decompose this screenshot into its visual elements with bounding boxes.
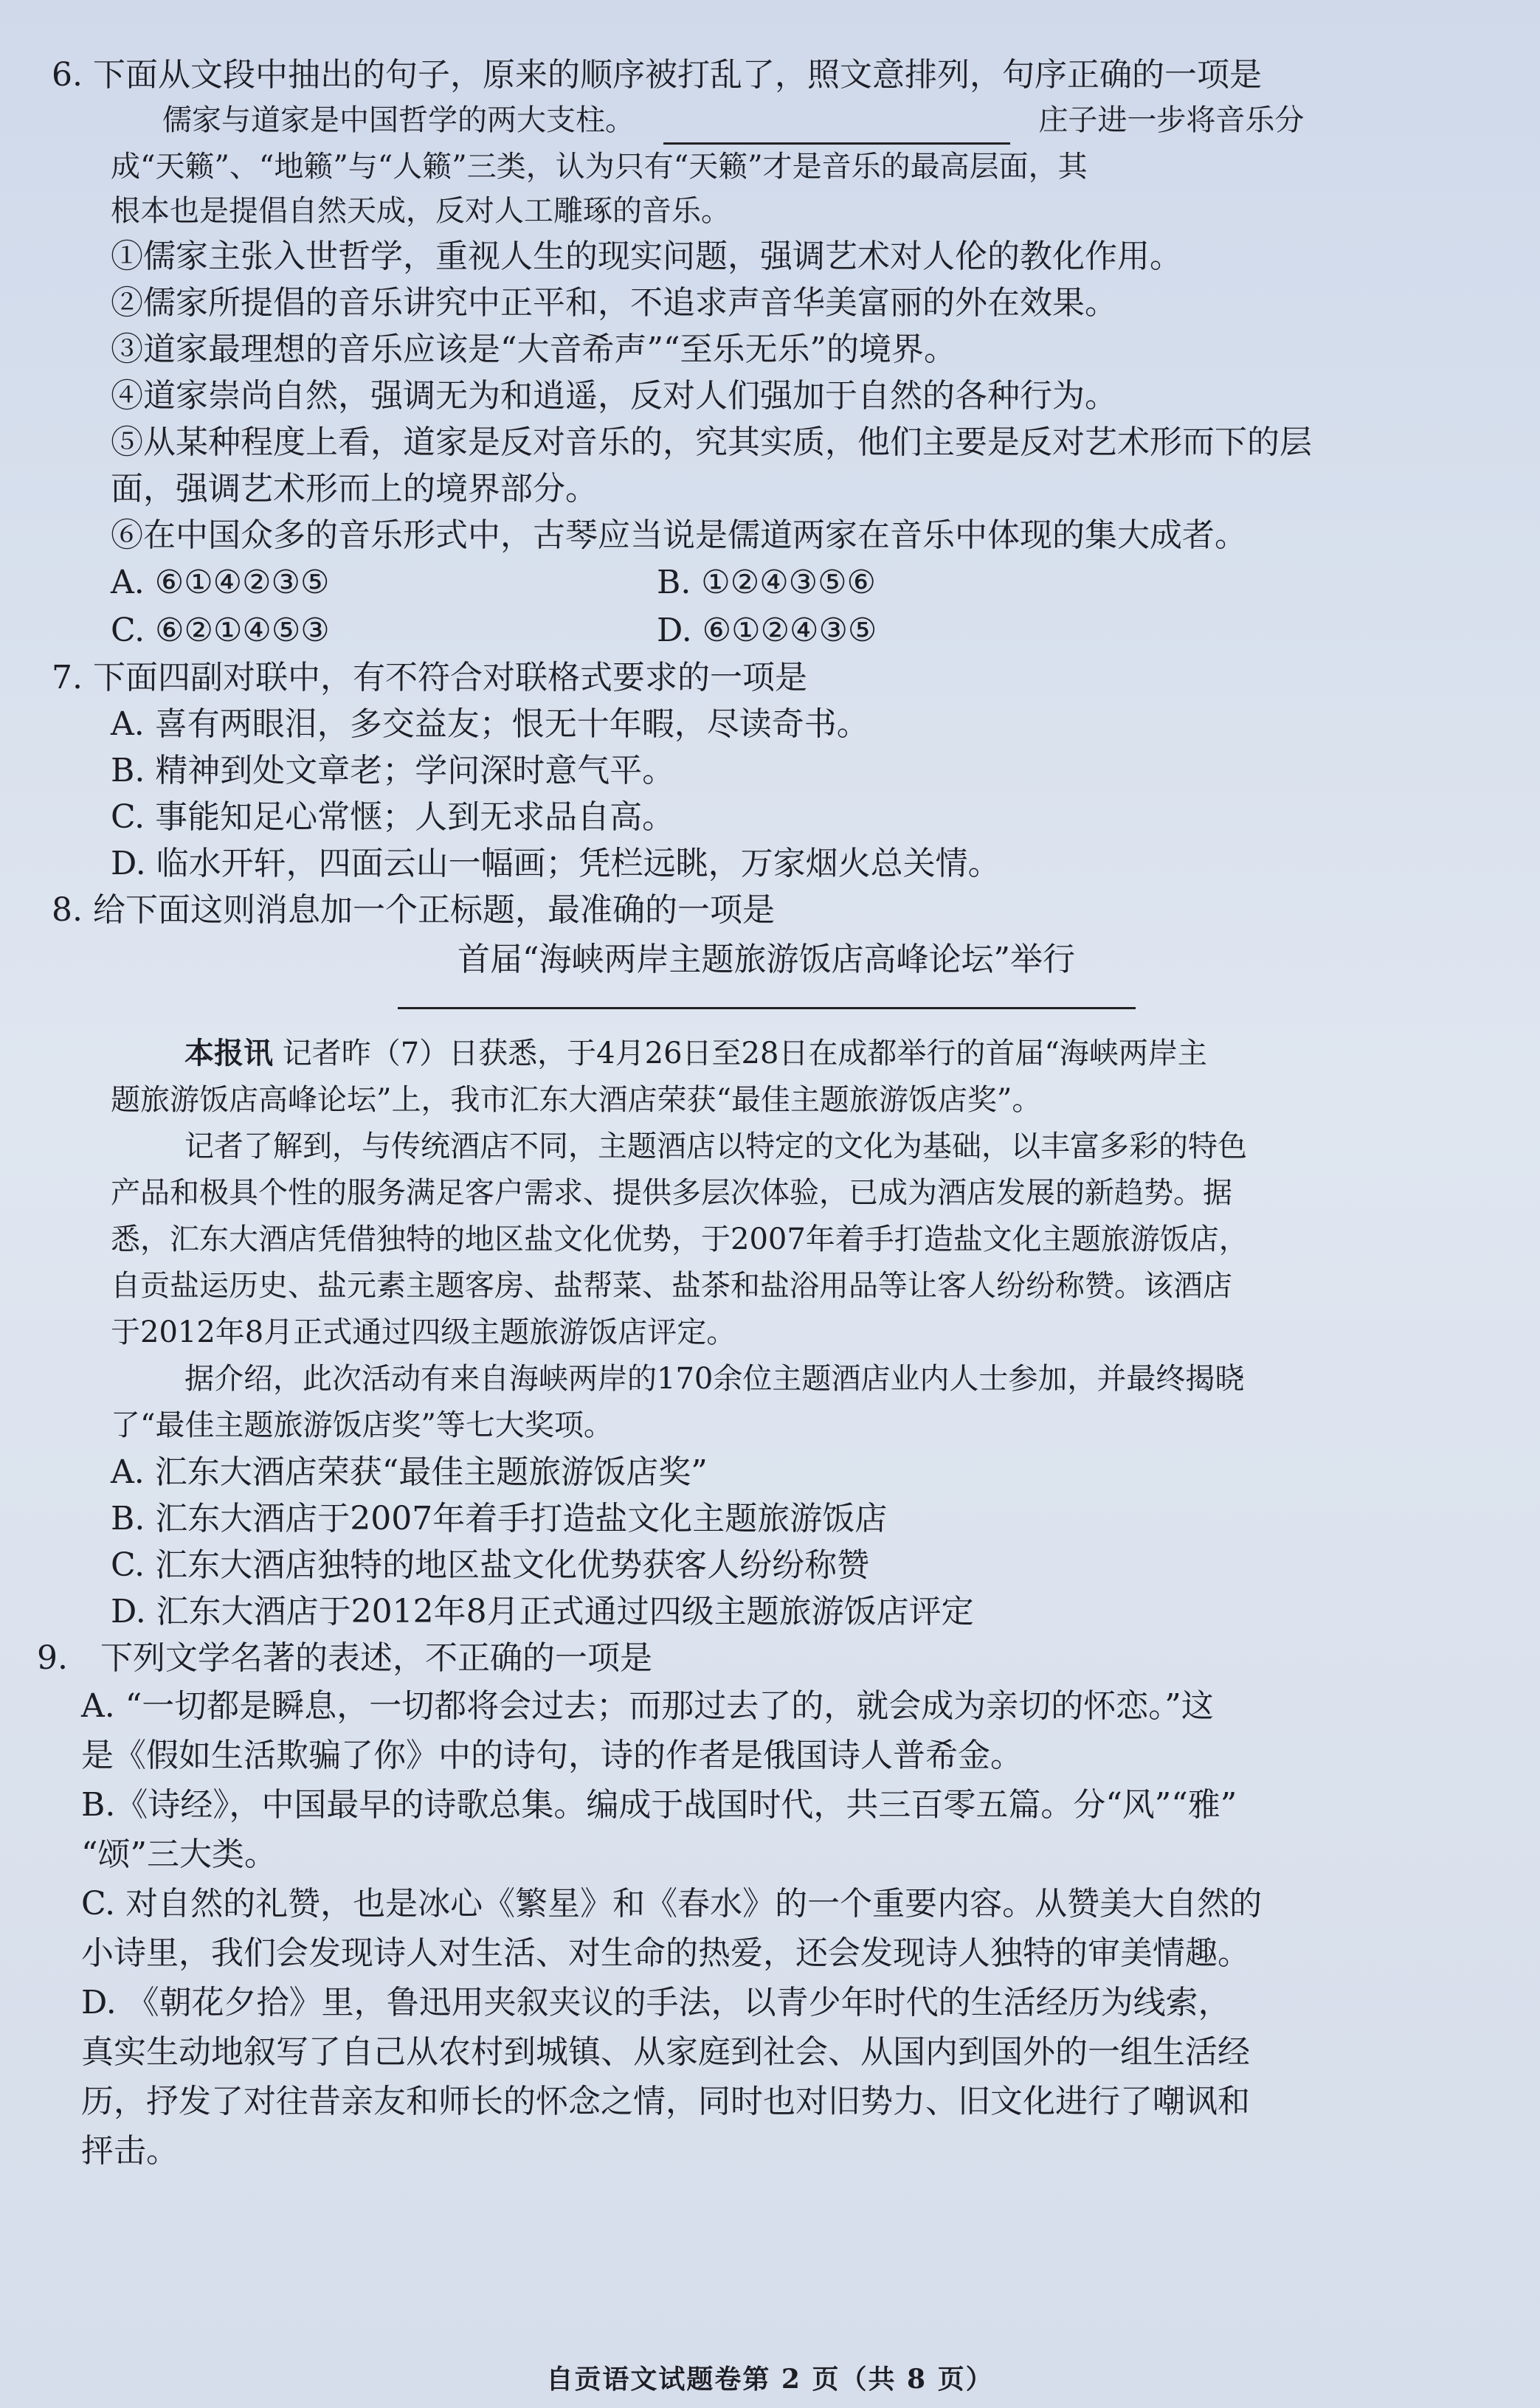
q6-sentence-5b: 面，强调艺术形而上的境界部分。: [111, 470, 598, 508]
q6-sentence-3: ③道家最理想的音乐应该是“大音希声”“至乐无乐”的境界。: [111, 331, 956, 368]
q8-p3b: 了“最佳主题旅游饭店奖”等七大奖项。: [111, 1408, 613, 1442]
q6-option-d: D. ⑥①②④③⑤: [657, 612, 877, 649]
q6-options-row-1: [52, 558, 1481, 606]
question-7: [52, 654, 1481, 887]
q8-title-blank: [398, 993, 1136, 1009]
q6-answer-blank: [663, 98, 1010, 145]
q6-sentence-1: ①儒家主张入世哲学，重视人生的现实问题，强调艺术对人伦的教化作用。: [111, 238, 1182, 275]
q7-stem: 7. 下面四副对联中，有不符合对联格式要求的一项是: [52, 659, 807, 696]
q6-sentence-6: ⑥在中国众多的音乐形式中，古琴应当说是儒道两家在音乐中体现的集大成者。: [111, 516, 1247, 554]
q7-option-c: C. 事能知足心常惬；人到无求品自高。: [111, 798, 675, 836]
q8-stem: 8. 给下面这则消息加一个正标题，最准确的一项是: [52, 891, 775, 929]
q9-option-b-1: B.《诗经》，中国最早的诗歌总集。编成于战国时代，共三百零五篇。分“风”“雅”: [81, 1786, 1237, 1824]
question-8: [52, 887, 1481, 1635]
q6-option-c: C. ⑥②①④⑤③: [111, 612, 330, 649]
q8-option-c: C. 汇东大酒店独特的地区盐文化优势获客人纷纷称赞: [111, 1546, 870, 1584]
q8-title-line-wrap: [52, 993, 1481, 1030]
page-footer: 自贡语文试题卷第 2 页（共 8 页）: [546, 2364, 994, 2395]
q8-lead-tag: 本报讯: [184, 1036, 273, 1070]
q6-option-b: B. ①②④③⑤⑥: [657, 564, 876, 601]
q8-option-d: D. 汇东大酒店于2012年8月正式通过四级主题旅游饭店评定: [111, 1593, 974, 1630]
q9-option-a-1: A. “一切都是瞬息，一切都将会过去；而那过去了的，就会成为亲切的怀恋。”这: [81, 1687, 1214, 1725]
q8-p3a: 据介绍，此次活动有来自海峡两岸的170余位主题酒店业内人士参加，并最终揭晓: [184, 1362, 1245, 1396]
q8-p1b: 题旅游饭店高峰论坛”上，我市汇东大酒店荣获“最佳主题旅游饭店奖”。: [111, 1083, 1042, 1117]
q9-option-c-2: 小诗里，我们会发现诗人对生活、对生命的热爱，还会发现诗人独特的审美情趣。: [81, 1934, 1250, 1972]
q8-p2e: 于2012年8月正式通过四级主题旅游饭店评定。: [111, 1315, 736, 1349]
q9-options: [37, 1681, 1481, 2176]
q9-option-b-2: “颂”三大类。: [81, 1836, 277, 1873]
q6-passage-1: 儒家与道家是中国哲学的两大支柱。: [162, 103, 635, 137]
question-9: [37, 1635, 1481, 2176]
q8-p1a: 记者昨（7）日获悉，于4月26日至28日在成都举行的首届“海峡两岸主: [282, 1037, 1207, 1070]
q9-option-d-1: D. 《朝花夕拾》里，鲁迅用夹叙夹议的手法，以青少年时代的生活经历为线索，: [81, 1984, 1231, 2021]
q9-option-d-4: 抨击。: [81, 2132, 179, 2170]
q6-sentence-2: ②儒家所提倡的音乐讲究中正平和，不追求声音华美富丽的外在效果。: [111, 284, 1117, 322]
q9-option-a-2: 是《假如生活欺骗了你》中的诗句，诗的作者是俄国诗人普希金。: [81, 1737, 1023, 1774]
q6-options-row-2: [52, 606, 1481, 654]
q6-passage-3: 成“天籁”、“地籁”与“人籁”三类，认为只有“天籁”才是音乐的最高层面，其: [111, 150, 1088, 184]
q8-option-b: B. 汇东大酒店于2007年着手打造盐文化主题旅游饭店: [111, 1500, 888, 1537]
q8-paragraph-1: [111, 1030, 1451, 1077]
q9-option-d-2: 真实生动地叙写了自己从农村到城镇、从家庭到社会、从国内到国外的一组生活经: [81, 2033, 1250, 2071]
q7-option-a: A. 喜有两眼泪，多交益友；恨无十年暇，尽读奇书。: [111, 705, 869, 743]
q8-subtitle: 首届“海峡两岸主题旅游饭店高峰论坛”举行: [457, 941, 1075, 978]
q6-passage-2: 庄子进一步将音乐分: [1038, 103, 1305, 137]
q6-sentence-5a: ⑤从某种程度上看，道家是反对音乐的，究其实质，他们主要是反对艺术形而下的层: [111, 423, 1312, 461]
q8-news-article: [52, 1030, 1481, 1449]
q6-passage-line-1: [52, 98, 1481, 145]
q9-stem: 9. 下列文学名著的表述，不正确的一项是: [37, 1639, 652, 1677]
q8-p2a: 记者了解到，与传统酒店不同，主题酒店以特定的文化为基础，以丰富多彩的特色: [184, 1129, 1247, 1163]
q7-option-b: B. 精神到处文章老；学问深时意气平。: [111, 752, 675, 789]
q8-option-a: A. 汇东大酒店荣获“最佳主题旅游饭店奖”: [111, 1453, 708, 1491]
question-6: [52, 52, 1481, 654]
q8-p2c: 悉，汇东大酒店凭借独特的地区盐文化优势，于2007年着手打造盐文化主题旅游饭店，: [111, 1222, 1249, 1256]
q6-passage-4: 根本也是提倡自然天成，反对人工雕琢的音乐。: [111, 194, 731, 228]
q6-option-a: A. ⑥①④②③⑤: [111, 564, 330, 601]
q7-option-d: D. 临水开轩，四面云山一幅画；凭栏远眺，万家烟火总关情。: [111, 845, 1001, 882]
q8-p2d: 自贡盐运历史、盐元素主题客房、盐帮菜、盐茶和盐浴用品等让客人纷纷称赞。该酒店: [111, 1269, 1232, 1303]
q6-stem: 6. 下面从文段中抽出的句子，原来的顺序被打乱了，照文意排列，句序正确的一项是: [52, 56, 1262, 94]
q9-option-c-1: C. 对自然的礼赞，也是冰心《繁星》和《春水》的一个重要内容。从赞美大自然的: [81, 1885, 1263, 1923]
q8-p2b: 产品和极具个性的服务满足客户需求、提供多层次体验，已成为酒店发展的新趋势。据: [111, 1176, 1232, 1210]
q6-sentence-4: ④道家崇尚自然，强调无为和逍遥，反对人们强加于自然的各种行为。: [111, 377, 1117, 415]
q9-option-d-3: 历，抒发了对往昔亲友和师长的怀念之情，同时也对旧势力、旧文化进行了嘲讽和: [81, 2083, 1250, 2120]
